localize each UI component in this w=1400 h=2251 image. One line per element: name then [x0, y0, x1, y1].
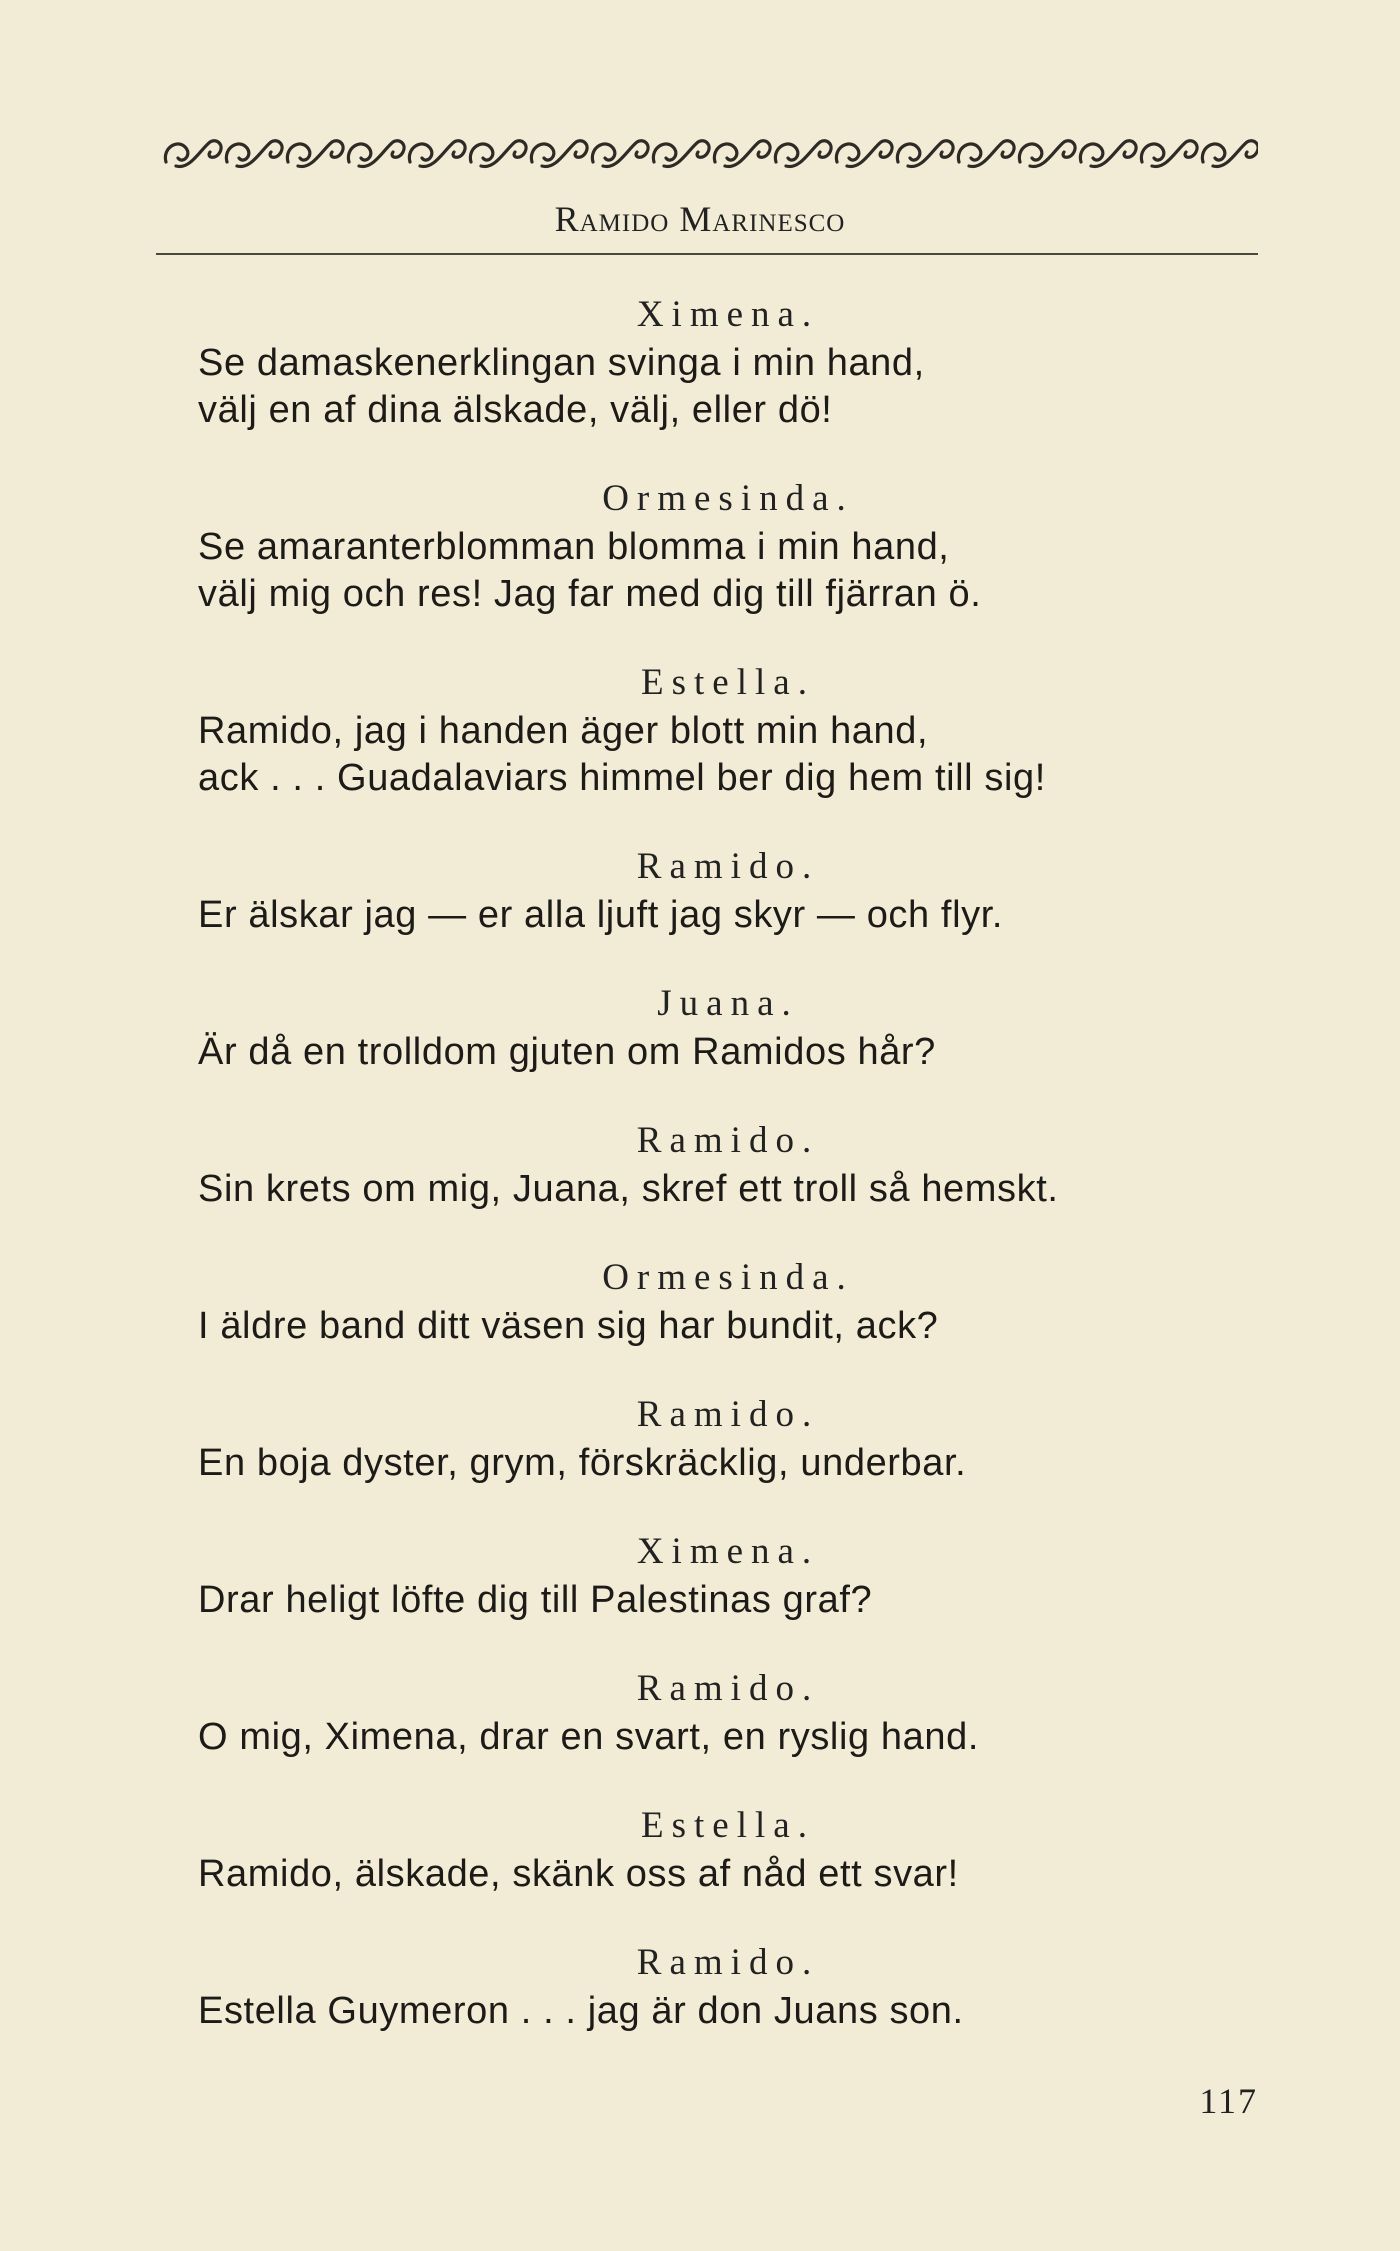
- dialogue-block: [198, 1664, 1258, 1761]
- dialogue-block: [198, 1527, 1258, 1624]
- ornament-scroll-segment: [714, 141, 770, 167]
- dialogue-block: [198, 1938, 1258, 2035]
- speaker-name: Estella.: [641, 662, 815, 703]
- ornament-scroll-segment: [1080, 141, 1136, 167]
- ornament-scroll-segment: [1141, 141, 1197, 167]
- verse-line: I äldre band ditt väsen sig har bundit, ack?: [198, 1305, 939, 1347]
- ornament-scroll-segment: [592, 141, 648, 167]
- verse-line: En boja dyster, grym, förskräcklig, underbar.: [198, 1442, 967, 1484]
- ornament-scroll-segment: [897, 141, 953, 167]
- speaker-name: Ormesinda.: [602, 1257, 854, 1298]
- verse-line: välj mig och res! Jag far med dig till fjärran ö.: [198, 573, 982, 615]
- verse-line: Estella Guymeron . . . jag är don Juans son.: [198, 1990, 964, 2032]
- speaker-name: Estella.: [641, 1805, 815, 1846]
- dialogue-block: [198, 1390, 1258, 1487]
- ornament-scroll-segment: [348, 141, 404, 167]
- ornament-scroll-segment: [226, 141, 282, 167]
- ornament-scroll-segment: [165, 141, 221, 167]
- header-rule: [156, 253, 1258, 255]
- verse-line: Drar heligt löfte dig till Palestinas graf?: [198, 1579, 873, 1621]
- speaker-name: Ximena.: [636, 1531, 820, 1572]
- dialogue-block: [198, 290, 1258, 434]
- scroll-wave-ornament-icon: [160, 128, 1258, 178]
- dialogue: [198, 290, 1258, 2075]
- speaker-name: Ximena.: [636, 294, 820, 335]
- verse-line: Er älskar jag — er alla ljuft jag skyr — och flyr.: [198, 894, 1004, 936]
- speaker-name: Ramido.: [636, 1394, 820, 1435]
- speaker-name: Ormesinda.: [602, 478, 854, 519]
- speaker-name: Ramido.: [636, 1942, 820, 1983]
- verse-line: Se damaskenerklingan svinga i min hand,: [198, 342, 925, 384]
- ornament-scroll-segment: [409, 141, 465, 167]
- verse-line: Sin krets om mig, Juana, skref ett troll så hemskt.: [198, 1168, 1059, 1210]
- dialogue-block: [198, 842, 1258, 939]
- ornament-scroll-segment: [531, 141, 587, 167]
- running-title: Ramido Marinesco: [554, 199, 846, 239]
- speaker-name: Juana.: [657, 983, 799, 1024]
- dialogue-block: [198, 1116, 1258, 1213]
- verse-line: O mig, Ximena, drar en svart, en ryslig hand.: [198, 1716, 979, 1758]
- speaker-name: Ramido.: [636, 846, 820, 887]
- verse-line: ack . . . Guadalaviars himmel ber dig hem till sig!: [198, 757, 1046, 799]
- ornament-scroll-segment: [1202, 141, 1258, 167]
- ornament-scroll-segment: [287, 141, 343, 167]
- dialogue-block: [198, 474, 1258, 618]
- dialogue-block: [198, 1253, 1258, 1350]
- speaker-name: Ramido.: [636, 1120, 820, 1161]
- ornament-scroll-segment: [775, 141, 831, 167]
- ornament-scroll-segment: [958, 141, 1014, 167]
- ornament-scroll-segment: [1019, 141, 1075, 167]
- ornament-scroll-segment: [836, 141, 892, 167]
- dialogue-block: [198, 979, 1258, 1076]
- dialogue-block: [198, 658, 1258, 802]
- verse-line: Är då en trolldom gjuten om Ramidos hår?: [198, 1031, 936, 1073]
- page-number: 117: [1199, 2081, 1258, 2121]
- verse-line: välj en af dina älskade, välj, eller dö!: [198, 389, 833, 431]
- ornament-scroll-segment: [653, 141, 709, 167]
- speaker-name: Ramido.: [636, 1668, 820, 1709]
- verse-line: Ramido, älskade, skänk oss af nåd ett svar!: [198, 1853, 959, 1895]
- ornament-scroll-segment: [470, 141, 526, 167]
- verse-line: Se amaranterblomman blomma i min hand,: [198, 526, 950, 568]
- dialogue-block: [198, 1801, 1258, 1898]
- verse-line: Ramido, jag i handen äger blott min hand,: [198, 710, 929, 752]
